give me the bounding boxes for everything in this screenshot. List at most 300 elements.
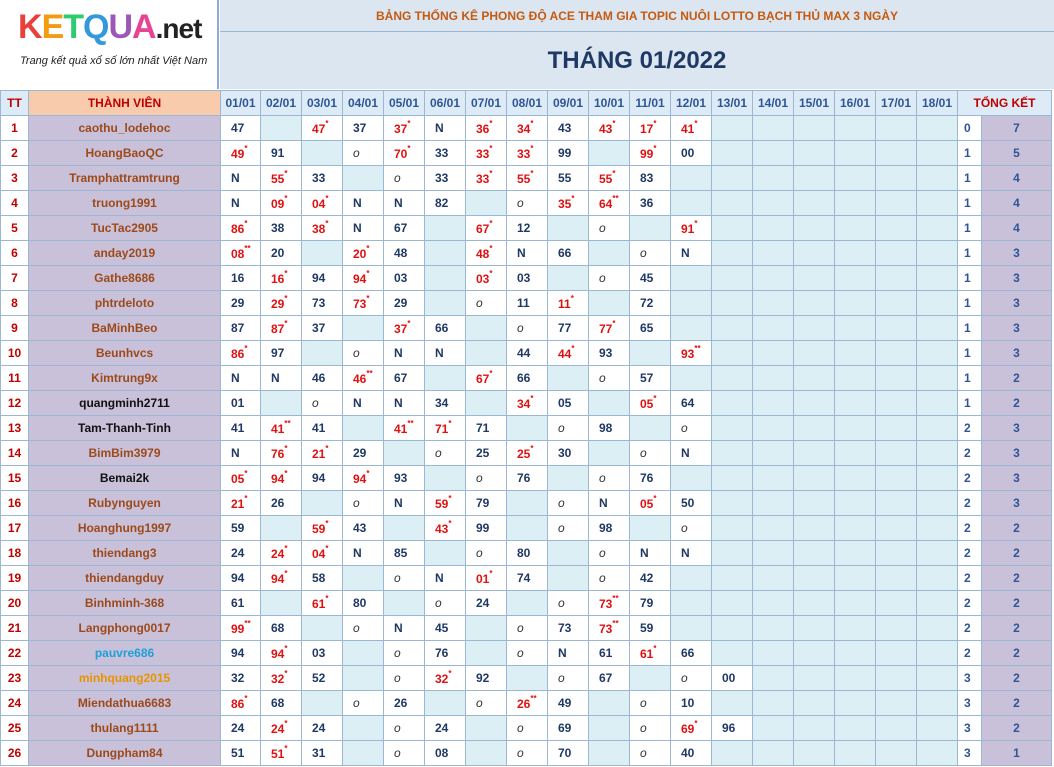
summary-streak: 3 xyxy=(958,716,982,741)
day-cell xyxy=(917,366,958,391)
day-cell: o xyxy=(630,241,671,266)
day-cell xyxy=(794,591,835,616)
table-row xyxy=(1,191,1052,216)
day-cell xyxy=(671,166,712,191)
member-name[interactable]: Miendathua6683 xyxy=(29,691,221,716)
header-day: 14/01 xyxy=(753,91,794,116)
day-cell: 68 xyxy=(261,691,302,716)
day-cell: 46 xyxy=(302,366,343,391)
row-number: 11 xyxy=(1,366,29,391)
day-cell xyxy=(589,391,630,416)
member-name[interactable]: BimBim3979 xyxy=(29,441,221,466)
summary-total: 5 xyxy=(982,141,1052,166)
header-day: 16/01 xyxy=(835,91,876,116)
day-cell: 17* xyxy=(630,116,671,141)
header-summary: TỔNG KẾT xyxy=(958,91,1052,116)
day-cell: 36 xyxy=(630,191,671,216)
day-cell xyxy=(671,291,712,316)
day-cell xyxy=(835,141,876,166)
day-cell: 50 xyxy=(671,491,712,516)
member-name[interactable]: thulang1111 xyxy=(29,716,221,741)
hit-marker: * xyxy=(694,718,698,728)
day-cell: 68 xyxy=(261,616,302,641)
hit-marker: * xyxy=(284,443,288,453)
day-cell xyxy=(589,141,630,166)
member-name[interactable]: HoangBaoQC xyxy=(29,141,221,166)
day-cell xyxy=(712,366,753,391)
day-cell: 44* xyxy=(548,341,589,366)
day-cell xyxy=(548,266,589,291)
summary-streak: 2 xyxy=(958,416,982,441)
member-name[interactable]: thiendangduy xyxy=(29,566,221,591)
table-row xyxy=(1,666,1052,691)
hit-marker: * xyxy=(407,118,411,128)
hit-marker: * xyxy=(325,518,329,528)
day-cell: 03* xyxy=(466,266,507,291)
day-cell xyxy=(466,316,507,341)
logo-brand: KETQUA.net xyxy=(18,8,202,46)
day-cell: o xyxy=(589,266,630,291)
day-cell: o xyxy=(466,691,507,716)
day-cell: 97 xyxy=(261,341,302,366)
day-cell: 33* xyxy=(466,141,507,166)
day-cell: 76 xyxy=(425,641,466,666)
day-cell: 47 xyxy=(221,116,261,141)
hit-marker: * xyxy=(612,318,616,328)
day-cell: 98 xyxy=(589,516,630,541)
day-cell: 32 xyxy=(221,666,261,691)
day-cell xyxy=(876,341,917,366)
day-cell xyxy=(753,516,794,541)
header-day: 07/01 xyxy=(466,91,507,116)
table-row xyxy=(1,641,1052,666)
day-cell xyxy=(753,116,794,141)
day-cell: 93 xyxy=(384,466,425,491)
day-cell: 73 xyxy=(302,291,343,316)
hit-marker: * xyxy=(653,643,657,653)
hit-marker: * xyxy=(325,193,329,203)
day-cell: o xyxy=(507,191,548,216)
hit-marker: * xyxy=(612,118,616,128)
summary-streak: 1 xyxy=(958,141,982,166)
day-cell xyxy=(712,641,753,666)
day-cell: 67* xyxy=(466,216,507,241)
table-row xyxy=(1,166,1052,191)
day-cell: 79 xyxy=(630,591,671,616)
day-cell xyxy=(753,341,794,366)
day-cell xyxy=(425,291,466,316)
day-cell: 26** xyxy=(507,691,548,716)
summary-total: 7 xyxy=(982,116,1052,141)
day-cell: 44 xyxy=(507,341,548,366)
day-cell xyxy=(753,716,794,741)
day-cell xyxy=(917,241,958,266)
day-cell xyxy=(466,616,507,641)
day-cell: N xyxy=(589,491,630,516)
summary-total: 3 xyxy=(982,266,1052,291)
day-cell: 38 xyxy=(261,216,302,241)
day-cell: 16 xyxy=(221,266,261,291)
day-cell: 21* xyxy=(221,491,261,516)
member-name[interactable]: Tam-Thanh-Tinh xyxy=(29,416,221,441)
day-cell: o xyxy=(466,291,507,316)
row-number: 18 xyxy=(1,541,29,566)
day-cell xyxy=(507,416,548,441)
day-cell: 33 xyxy=(425,141,466,166)
day-cell: N xyxy=(425,341,466,366)
day-cell xyxy=(876,666,917,691)
day-cell xyxy=(794,741,835,766)
member-name[interactable]: truong1991 xyxy=(29,191,221,216)
hit-marker: ** xyxy=(366,368,373,378)
day-cell: 77 xyxy=(548,316,589,341)
row-number: 1 xyxy=(1,116,29,141)
hit-marker: * xyxy=(571,193,575,203)
row-number: 19 xyxy=(1,566,29,591)
header-day: 04/01 xyxy=(343,91,384,116)
day-cell: 41** xyxy=(384,416,425,441)
member-name[interactable]: thiendang3 xyxy=(29,541,221,566)
day-cell xyxy=(753,266,794,291)
member-name[interactable]: minhquang2015 xyxy=(29,666,221,691)
day-cell: 71* xyxy=(425,416,466,441)
day-cell xyxy=(343,166,384,191)
day-cell xyxy=(753,741,794,766)
member-name[interactable]: Binhminh-368 xyxy=(29,591,221,616)
row-number: 26 xyxy=(1,741,29,766)
day-cell xyxy=(794,541,835,566)
day-cell: 99* xyxy=(630,141,671,166)
ketqua-logo[interactable] xyxy=(0,0,219,89)
member-name[interactable]: caothu_lodehoc xyxy=(29,116,221,141)
day-cell: o xyxy=(507,716,548,741)
member-name[interactable]: Bemai2k xyxy=(29,466,221,491)
day-cell: 55* xyxy=(261,166,302,191)
day-cell: 24 xyxy=(466,591,507,616)
day-cell: 65 xyxy=(630,316,671,341)
day-cell: 70 xyxy=(548,741,589,766)
day-cell: 59* xyxy=(425,491,466,516)
day-cell: o xyxy=(343,616,384,641)
day-cell xyxy=(712,191,753,216)
day-cell xyxy=(917,616,958,641)
day-cell: 91 xyxy=(261,141,302,166)
header-day: 03/01 xyxy=(302,91,343,116)
day-cell: 73** xyxy=(589,616,630,641)
table-row xyxy=(1,541,1052,566)
day-cell: 49* xyxy=(221,141,261,166)
day-cell xyxy=(425,466,466,491)
hit-marker: * xyxy=(366,468,370,478)
summary-total: 4 xyxy=(982,216,1052,241)
day-cell: 20 xyxy=(261,241,302,266)
day-cell xyxy=(671,266,712,291)
summary-total: 1 xyxy=(982,741,1052,766)
row-number: 4 xyxy=(1,191,29,216)
table-header-row xyxy=(1,91,1052,116)
day-cell: 87* xyxy=(261,316,302,341)
hit-marker: * xyxy=(530,118,534,128)
day-cell xyxy=(343,741,384,766)
day-cell xyxy=(630,516,671,541)
table-row xyxy=(1,316,1052,341)
day-cell: 03 xyxy=(507,266,548,291)
header-day: 09/01 xyxy=(548,91,589,116)
member-name[interactable]: Rubynguyen xyxy=(29,491,221,516)
hit-marker: * xyxy=(489,568,493,578)
day-cell: N xyxy=(221,366,261,391)
day-cell xyxy=(548,366,589,391)
day-cell: 94* xyxy=(261,566,302,591)
row-number: 7 xyxy=(1,266,29,291)
day-cell xyxy=(876,641,917,666)
summary-streak: 3 xyxy=(958,691,982,716)
day-cell xyxy=(876,166,917,191)
day-cell: 99 xyxy=(548,141,589,166)
day-cell xyxy=(876,716,917,741)
header-day: 13/01 xyxy=(712,91,753,116)
hit-marker: * xyxy=(489,268,493,278)
day-cell xyxy=(343,716,384,741)
day-cell xyxy=(589,691,630,716)
table-row xyxy=(1,741,1052,766)
day-cell xyxy=(466,741,507,766)
day-cell xyxy=(876,616,917,641)
day-cell: o xyxy=(425,441,466,466)
member-name[interactable]: Gathe8686 xyxy=(29,266,221,291)
hit-marker: * xyxy=(284,318,288,328)
day-cell xyxy=(671,466,712,491)
day-cell: 94* xyxy=(343,266,384,291)
day-cell: o xyxy=(507,741,548,766)
day-cell: o xyxy=(630,716,671,741)
member-name[interactable]: pauvre686 xyxy=(29,641,221,666)
day-cell: o xyxy=(671,666,712,691)
day-cell: 45 xyxy=(425,616,466,641)
hit-marker: * xyxy=(366,268,370,278)
hit-marker: * xyxy=(325,443,329,453)
day-cell xyxy=(835,491,876,516)
member-name[interactable]: Dungpham84 xyxy=(29,741,221,766)
member-name[interactable]: Tramphattramtrung xyxy=(29,166,221,191)
day-cell xyxy=(712,591,753,616)
member-name[interactable]: quangminh2711 xyxy=(29,391,221,416)
day-cell xyxy=(712,541,753,566)
hit-marker: ** xyxy=(407,418,414,428)
day-cell: 24* xyxy=(261,716,302,741)
day-cell xyxy=(876,316,917,341)
day-cell: 34* xyxy=(507,116,548,141)
day-cell: 08 xyxy=(425,741,466,766)
day-cell xyxy=(507,591,548,616)
day-cell xyxy=(630,666,671,691)
day-cell xyxy=(794,416,835,441)
day-cell xyxy=(712,741,753,766)
member-name[interactable]: anday2019 xyxy=(29,241,221,266)
day-cell xyxy=(548,466,589,491)
summary-streak: 1 xyxy=(958,216,982,241)
day-cell xyxy=(917,141,958,166)
row-number: 22 xyxy=(1,641,29,666)
logo-tagline: Trang kết quả xổ số lớn nhất Việt Nam xyxy=(20,55,208,67)
day-cell: N xyxy=(343,191,384,216)
day-cell: o xyxy=(630,691,671,716)
day-cell xyxy=(671,366,712,391)
day-cell: 93** xyxy=(671,341,712,366)
day-cell xyxy=(917,116,958,141)
summary-streak: 2 xyxy=(958,491,982,516)
hit-marker: * xyxy=(244,468,248,478)
member-name[interactable]: Kimtrung9x xyxy=(29,366,221,391)
day-cell: o xyxy=(343,341,384,366)
hit-marker: * xyxy=(448,418,452,428)
hit-marker: * xyxy=(612,168,616,178)
day-cell: 21* xyxy=(302,441,343,466)
table-row xyxy=(1,616,1052,641)
member-name[interactable]: Hoanghung1997 xyxy=(29,516,221,541)
header-member: THÀNH VIÊN xyxy=(29,91,221,116)
day-cell: 82 xyxy=(425,191,466,216)
table-row xyxy=(1,566,1052,591)
day-cell: N xyxy=(671,541,712,566)
day-cell: 30 xyxy=(548,441,589,466)
day-cell xyxy=(835,566,876,591)
day-cell: 43 xyxy=(343,516,384,541)
day-cell: 91* xyxy=(671,216,712,241)
day-cell xyxy=(835,416,876,441)
day-cell xyxy=(917,666,958,691)
day-cell: 33 xyxy=(425,166,466,191)
header-day: 10/01 xyxy=(589,91,630,116)
day-cell xyxy=(835,716,876,741)
day-cell: 80 xyxy=(507,541,548,566)
day-cell xyxy=(835,541,876,566)
day-cell xyxy=(876,516,917,541)
member-name[interactable]: Langphong0017 xyxy=(29,616,221,641)
hit-marker: * xyxy=(284,293,288,303)
day-cell: 24 xyxy=(302,716,343,741)
day-cell: 01 xyxy=(221,391,261,416)
day-cell xyxy=(835,341,876,366)
day-cell: 34 xyxy=(425,391,466,416)
day-cell: 52 xyxy=(302,666,343,691)
day-cell xyxy=(917,491,958,516)
day-cell xyxy=(876,591,917,616)
day-cell: 20* xyxy=(343,241,384,266)
day-cell xyxy=(794,466,835,491)
day-cell xyxy=(425,541,466,566)
day-cell: 32* xyxy=(261,666,302,691)
day-cell: 41 xyxy=(221,416,261,441)
day-cell: 73 xyxy=(548,616,589,641)
day-cell: o xyxy=(507,616,548,641)
hit-marker: * xyxy=(448,493,452,503)
hit-marker: * xyxy=(284,543,288,553)
day-cell: 04* xyxy=(302,191,343,216)
hit-marker: * xyxy=(325,218,329,228)
day-cell: 41* xyxy=(671,116,712,141)
day-cell: o xyxy=(343,691,384,716)
day-cell: 26 xyxy=(384,691,425,716)
table-row xyxy=(1,591,1052,616)
summary-total: 3 xyxy=(982,316,1052,341)
day-cell: 03 xyxy=(302,641,343,666)
day-cell xyxy=(876,291,917,316)
summary-streak: 3 xyxy=(958,666,982,691)
header-day: 17/01 xyxy=(876,91,917,116)
member-name[interactable]: Beunhvcs xyxy=(29,341,221,366)
day-cell xyxy=(835,316,876,341)
day-cell xyxy=(794,141,835,166)
day-cell xyxy=(917,516,958,541)
day-cell: 24* xyxy=(261,541,302,566)
day-cell: 03 xyxy=(384,266,425,291)
day-cell xyxy=(712,316,753,341)
day-cell xyxy=(794,241,835,266)
hit-marker: * xyxy=(530,168,534,178)
day-cell: 73** xyxy=(589,591,630,616)
day-cell: o xyxy=(548,416,589,441)
day-cell xyxy=(466,716,507,741)
day-cell xyxy=(917,441,958,466)
day-cell xyxy=(753,441,794,466)
table-row xyxy=(1,691,1052,716)
day-cell xyxy=(343,641,384,666)
table-row xyxy=(1,216,1052,241)
day-cell xyxy=(548,566,589,591)
header-day: 12/01 xyxy=(671,91,712,116)
day-cell: 72 xyxy=(630,291,671,316)
day-cell: 94* xyxy=(343,466,384,491)
day-cell xyxy=(794,691,835,716)
day-cell: 92 xyxy=(466,666,507,691)
member-name[interactable]: BaMinhBeo xyxy=(29,316,221,341)
table-row xyxy=(1,116,1052,141)
page-subtitle: BẢNG THỐNG KÊ PHONG ĐỘ ACE THAM GIA TOPIC NUÔI LOTTO BẠCH THỦ MAX 3 NGÀY xyxy=(220,0,1054,32)
row-number: 17 xyxy=(1,516,29,541)
day-cell: 34* xyxy=(507,391,548,416)
day-cell: 00 xyxy=(671,141,712,166)
day-cell: N xyxy=(425,116,466,141)
hit-marker: * xyxy=(244,693,248,703)
stats-table xyxy=(0,90,1052,766)
day-cell: N xyxy=(261,366,302,391)
hit-marker: * xyxy=(244,343,248,353)
day-cell: N xyxy=(384,191,425,216)
day-cell: 66 xyxy=(507,366,548,391)
hit-marker: ** xyxy=(612,593,619,603)
day-cell xyxy=(671,566,712,591)
day-cell xyxy=(835,441,876,466)
day-cell xyxy=(671,316,712,341)
row-number: 14 xyxy=(1,441,29,466)
day-cell xyxy=(876,741,917,766)
day-cell xyxy=(835,291,876,316)
member-name[interactable]: phtrdeloto xyxy=(29,291,221,316)
day-cell: N xyxy=(384,491,425,516)
day-cell xyxy=(794,266,835,291)
day-cell xyxy=(753,241,794,266)
day-cell: 29 xyxy=(384,291,425,316)
day-cell: 66 xyxy=(548,241,589,266)
day-cell: 24 xyxy=(425,716,466,741)
member-name[interactable]: TucTac2905 xyxy=(29,216,221,241)
hit-marker: * xyxy=(284,668,288,678)
day-cell xyxy=(876,441,917,466)
day-cell xyxy=(753,391,794,416)
day-cell: 33* xyxy=(507,141,548,166)
day-cell xyxy=(425,366,466,391)
